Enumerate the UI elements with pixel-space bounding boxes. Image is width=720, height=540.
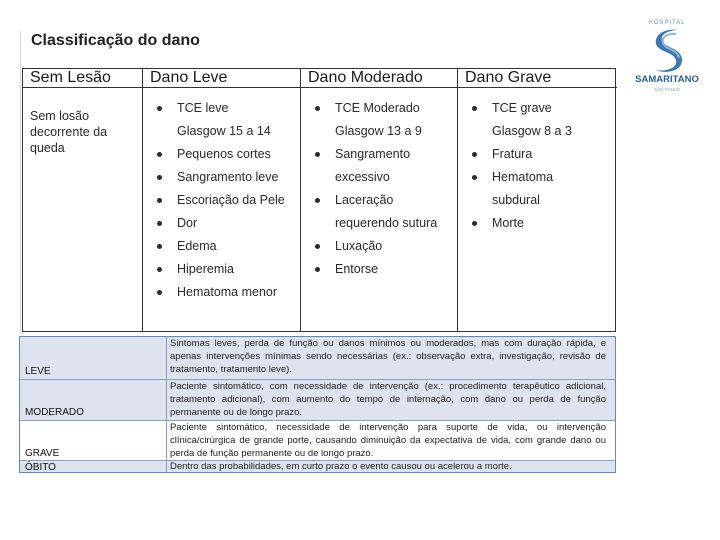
bullet-icon [315,244,320,249]
column-header: Dano Grave [458,69,617,88]
list-item-text: TCE grave [492,101,552,115]
list-item-text: Glasgow 13 a 9 [335,124,422,138]
list-item-text: Dor [177,216,198,230]
list-item-text: subdural [492,193,540,207]
list-item [301,97,457,120]
bullet-icon [315,106,320,111]
bullet-icon [315,152,320,157]
logo-name: SAMARITANO [635,74,699,85]
column-dano-leve [143,69,301,331]
bullet-icon [472,221,477,226]
bullet-icon [315,198,320,203]
list-item-text: Luxação [335,239,383,253]
hospital-logo [626,12,708,92]
table-row [20,337,615,379]
bullet-icon [157,290,162,295]
column-header: Sem Lesão [23,69,142,88]
item-list [458,97,617,235]
list-item [301,143,457,166]
severity-description: Sintomas leves, perda de função ou danos mínimos ou moderados, mas com duração rápida, e apenas intervenções mínimas sendo necessárias (ex.: observação extra, investigação, revisão de tratamento, tratamento leve). [170,338,606,375]
list-item [301,235,457,258]
list-item-text: Escoriação da Pele [177,193,285,207]
list-item-text: Entorse [335,262,379,276]
severity-label: ÓBITO [20,461,167,472]
item-list [143,97,300,304]
list-item-text: requerendo sutura [335,216,438,230]
list-item [143,189,300,212]
table-row [20,460,615,472]
list-item [143,97,300,120]
list-item-text: Glasgow 8 a 3 [492,124,572,138]
logo-tag: HOSPITAL [648,20,686,26]
severity-label: MODERADO [20,380,167,420]
list-item [143,120,300,143]
list-item [143,212,300,235]
column-sem-lesao [23,69,143,331]
list-item-text: Hematoma menor [177,285,278,299]
list-item-text: Sangramento leve [177,170,279,184]
list-item [301,166,457,189]
list-item-text: Glasgow 15 a 14 [177,124,271,138]
bullet-icon [157,152,162,157]
list-item [458,120,617,143]
column-dano-moderado [301,69,458,331]
list-item-text: Hiperemia [177,262,234,276]
bullet-icon [472,152,477,157]
list-item [143,235,300,258]
severity-table [19,336,616,473]
list-item-text: Hematoma [492,170,554,184]
list-item-text: Sangramento [335,147,411,161]
column-dano-grave [458,69,617,331]
bullet-icon [157,175,162,180]
bullet-icon [315,267,320,272]
list-item [143,281,300,304]
list-item [301,212,457,235]
column-header: Dano Moderado [301,69,457,88]
bullet-icon [157,198,162,203]
list-item [301,258,457,281]
damage-classification-panel [20,31,622,334]
bullet-icon [157,221,162,226]
table-row [20,379,615,420]
bullet-icon [472,106,477,111]
bullet-icon [157,244,162,249]
list-item-text: TCE leve [177,101,229,115]
list-item [458,189,617,212]
list-item [143,258,300,281]
bullet-icon [472,175,477,180]
list-item-text: Laceração [335,193,394,207]
list-item [301,189,457,212]
list-item-text: Morte [492,216,524,230]
classification-title: Classificação do dano [31,32,200,49]
list-item [301,120,457,143]
list-item [458,212,617,235]
severity-label: GRAVE [20,421,167,460]
severity-description: Dentro das probabilidades, em curto prazo o evento causou ou acelerou a morte. [170,461,512,472]
list-item-text: Pequenos cortes [177,147,271,161]
bullet-icon [157,106,162,111]
severity-label: LEVE [20,337,167,379]
classification-grid [22,68,616,332]
list-item [143,166,300,189]
list-item [458,166,617,189]
column-header: Dano Leve [143,69,300,88]
list-item [458,143,617,166]
column-text: Sem losão decorrente da queda [30,109,108,155]
list-item-text: Edema [177,239,217,253]
item-list [301,97,457,281]
list-item-text: Fratura [492,147,533,161]
table-row [20,420,615,460]
severity-description: Paciente sintomático, necessidade de intervenção para suporte de vida, ou intervenção clínica/cirúrgica de grande porte, causando diminuição da expectativa de vida, com grande dano ou perda de função permanente ou de longo prazo. [170,422,606,459]
severity-description: Paciente sintomático, com necessidade de intervenção (ex.: procedimento terapêutico adicional, tratamento adicional), com aumento do tempo de internação, com dano ou perda de função permanente ou de longo prazo. [170,381,606,418]
list-item [143,143,300,166]
list-item-text: excessivo [335,170,390,184]
list-item-text: TCE Moderado [335,101,420,115]
logo-city: SÃO PAULO [654,87,680,92]
list-item [458,97,617,120]
bullet-icon [157,267,162,272]
samaritano-s-icon [648,26,686,74]
